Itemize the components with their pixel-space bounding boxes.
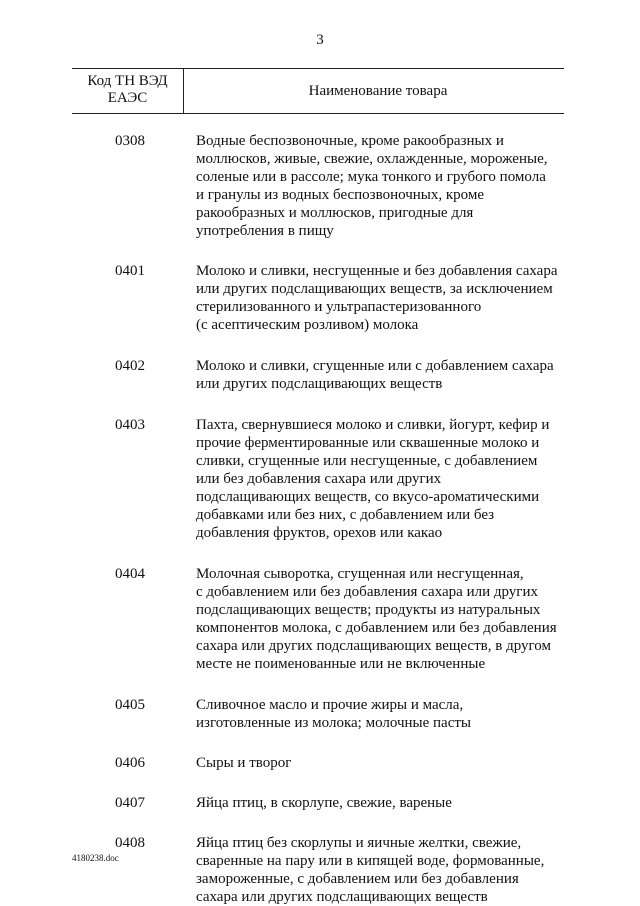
- header-name: Наименование товара: [308, 83, 448, 99]
- row-code: 0308: [115, 133, 145, 149]
- row-code: 0405: [115, 697, 145, 713]
- table-row: [72, 132, 564, 240]
- row-description: Яйца птиц без скорлупы и яичные желтки, свежие, сваренные на пару или в кипящей воде, формованные, замороженные, с добавлением или без добавления сахара или других подслащивающих веществ: [196, 835, 545, 905]
- table-row: [72, 565, 564, 673]
- file-reference: 4180238.doc: [72, 853, 119, 863]
- row-description: Молоко и сливки, сгущенные или с добавлением сахара или других подслащивающих веществ: [196, 358, 554, 392]
- row-code: 0401: [115, 263, 145, 279]
- table-header: [72, 68, 564, 114]
- table-row: [72, 416, 564, 542]
- row-description: Сливочное масло и прочие жиры и масла, изготовленные из молока; молочные пасты: [196, 697, 472, 731]
- row-code: 0402: [115, 358, 145, 374]
- row-code: 0403: [115, 417, 145, 433]
- goods-table: [72, 68, 564, 906]
- row-description: Молочная сыворотка, сгущенная или несгущенная, с добавлением или без добавления сахара или других подслащивающих веществ; продукты из натуральных компонентов молока, с добавлением или без добавления сахара или других подслащивающих веществ, в другом месте не поименованные или не включенные: [196, 566, 557, 672]
- row-description: Водные беспозвоночные, кроме ракообразных и моллюсков, живые, свежие, охлажденные, мороженые, соленые или в рассоле; мука тонкого и грубого помола и гранулы из водных беспозвоночных, кроме ракообразных и моллюсков, пригодные для употребления в пищу: [196, 133, 548, 239]
- row-code: 0404: [115, 566, 145, 582]
- row-code: 0408: [115, 835, 145, 851]
- row-description: Пахта, свернувшиеся молоко и сливки, йогурт, кефир и прочие ферментированные или сквашенные молоко и сливки, сгущенные или несгущенные, с добавлением или без добавления сахара или других подслащивающих веществ, со вкусо-ароматическими добавками или без них, с добавлением или без добавления фруктов, орехов или какао: [196, 417, 550, 541]
- table-row: [72, 754, 564, 772]
- table-row: [72, 262, 564, 334]
- header-code: Код ТН ВЭД ЕАЭС: [72, 69, 184, 113]
- table-row: [72, 834, 564, 906]
- table-row: [72, 794, 564, 812]
- row-code: 0406: [115, 755, 145, 771]
- table-row: [72, 696, 564, 732]
- row-description: Яйца птиц, в скорлупе, свежие, вареные: [196, 795, 452, 811]
- row-description: Сыры и творог: [196, 755, 292, 771]
- row-code: 0407: [115, 795, 145, 811]
- table-row: [72, 357, 564, 393]
- page-number: 3: [316, 32, 324, 48]
- row-description: Молоко и сливки, несгущенные и без добавления сахара или других подслащивающих веществ, за исключением стерилизованного и ультрапастеризованного (с асептическим розливом) молока: [196, 263, 558, 333]
